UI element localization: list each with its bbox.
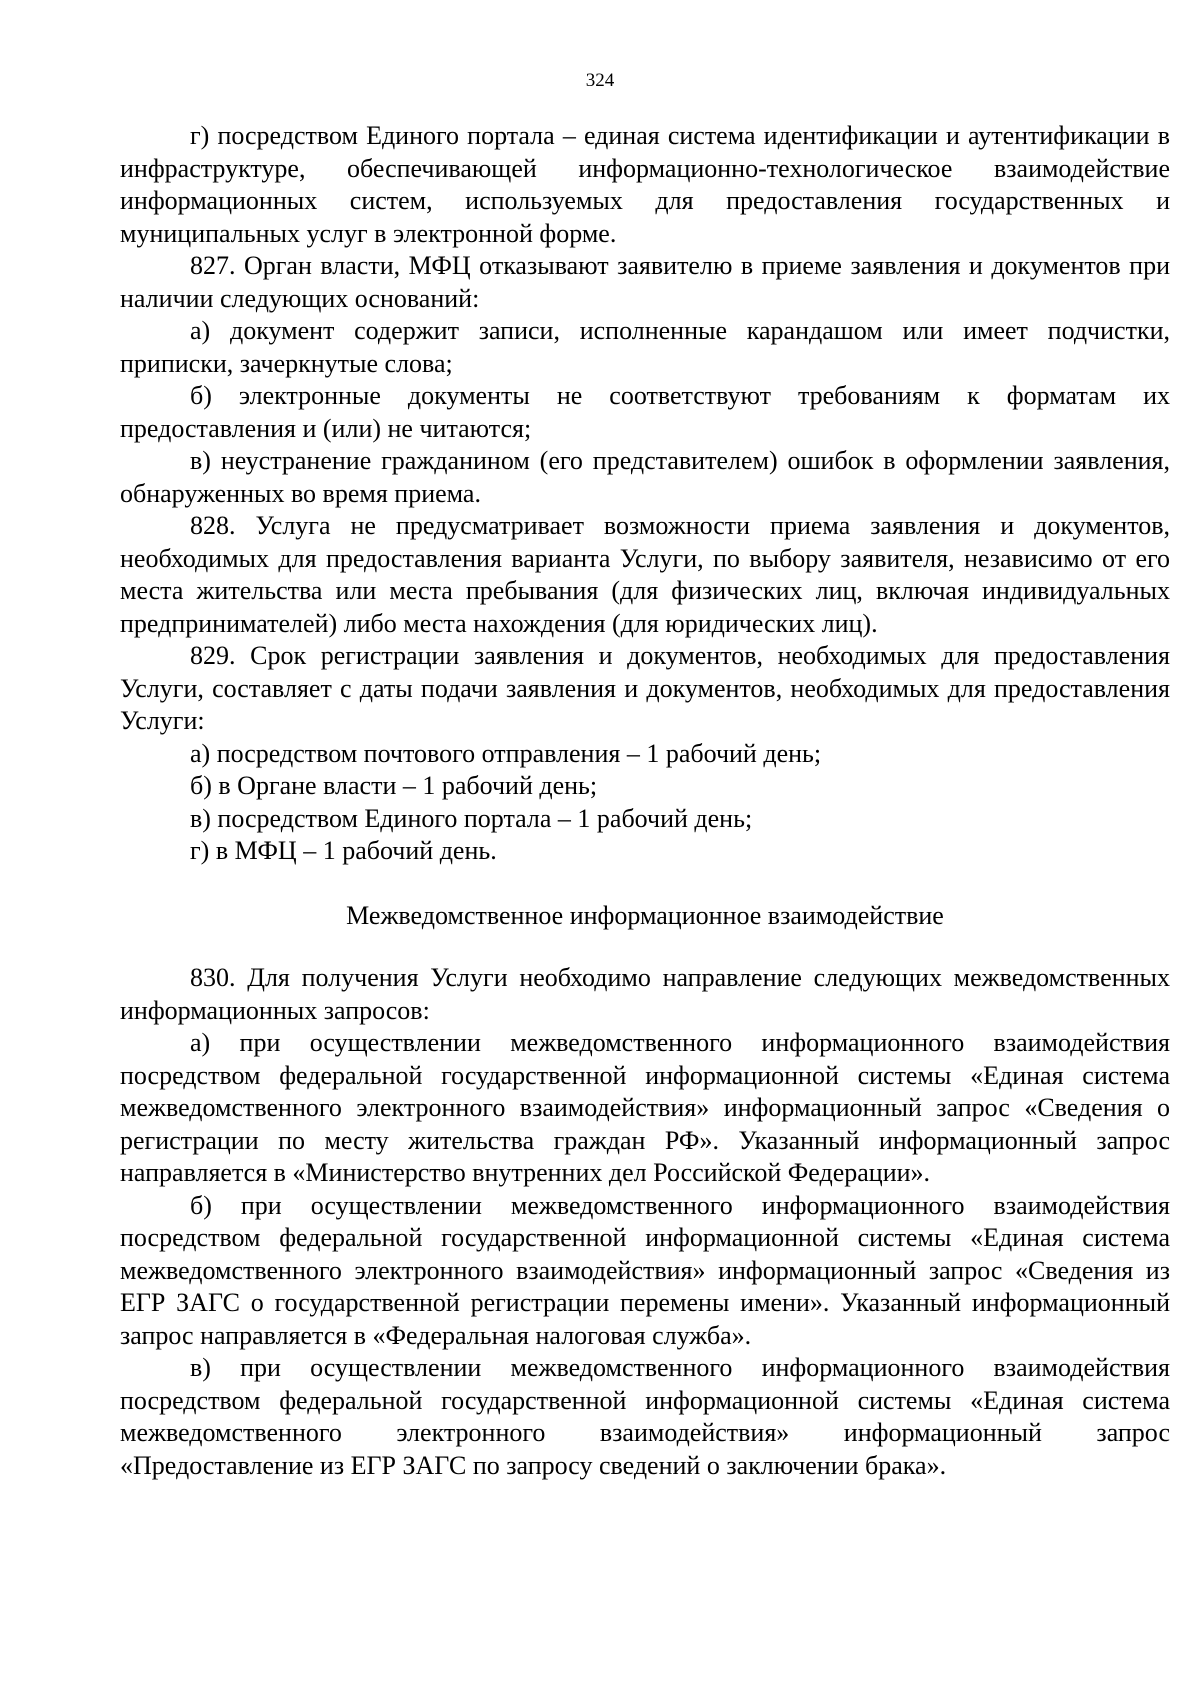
page-number: 324 (585, 70, 615, 91)
paragraph-828: 828. Услуга не предусматривает возможности приема заявления и документов, необходимых для предоставления варианта Услуги, по выбору заявителя, независимо от его места жительства или места пребывания (для физических лиц, включая индивидуальных предпринимателей) либо места нахождения (для юридических лиц). (120, 511, 1170, 638)
paragraph-827-v: в) неустранение гражданином (его представителем) ошибок в оформлении заявления, обнаруженных во время приема. (120, 446, 1170, 508)
paragraph-830-a: а) при осуществлении межведомственного информационного взаимодействия посредством федеральной государственной информационной системы «Единая система межведомственного электронного взаимодействия» информационный запрос «Сведения о регистрации по месту жительства граждан РФ». Указанный информационный запрос направляется в «Министерство внутренних дел Российской Федерации». (120, 1028, 1170, 1187)
paragraph-827-a: а) документ содержит записи, исполненные карандашом или имеет подчистки, приписки, зачеркнутые слова; (120, 316, 1170, 378)
paragraph-item-g-portal: г) посредством Единого портала – единая система идентификации и аутентификации в инфраструктуре, обеспечивающей информационно-технологическое взаимодействие информационных систем, используемых для предоставления государственных и муниципальных услуг в электронной форме. (120, 121, 1170, 248)
paragraph-830-b: б) при осуществлении межведомственного информационного взаимодействия посредством федеральной государственной информационной системы «Единая система межведомственного электронного взаимодействия» информационный запрос «Сведения из ЕГР ЗАГС о государственной регистрации перемены имени». Указанный информационный запрос направляется в «Федеральная налоговая служба». (120, 1190, 1170, 1350)
paragraph-827: 827. Орган власти, МФЦ отказывают заявителю в приеме заявления и документов при наличии следующих оснований: (120, 251, 1170, 313)
paragraph-827-b: б) электронные документы не соответствуют требованиям к форматам их предоставления и (или) не читаются; (120, 381, 1170, 443)
paragraph-829-v: в) посредством Единого портала – 1 рабочий день; (190, 803, 753, 833)
paragraph-830-v: в) при осуществлении межведомственного информационного взаимодействия посредством федеральной государственной информационной системы «Единая система межведомственного электронного взаимодействия» информационный запрос «Предоставление из ЕГР ЗАГС по запросу сведений о заключении брака». (120, 1353, 1170, 1480)
section-heading: Межведомственное информационное взаимодействие (346, 900, 944, 930)
document-body (120, 120, 1170, 1482)
paragraph-830: 830. Для получения Услуги необходимо направление следующих межведомственных информационных запросов: (120, 963, 1170, 1025)
paragraph-829-g: г) в МФЦ – 1 рабочий день. (190, 836, 497, 865)
paragraph-829-b: б) в Органе власти – 1 рабочий день; (190, 771, 598, 800)
paragraph-829-a: а) посредством почтового отправления – 1 рабочий день; (190, 738, 822, 768)
paragraph-829: 829. Срок регистрации заявления и документов, необходимых для предоставления Услуги, составляет с даты подачи заявления и документов, необходимых для предоставления Услуги: (120, 641, 1170, 735)
